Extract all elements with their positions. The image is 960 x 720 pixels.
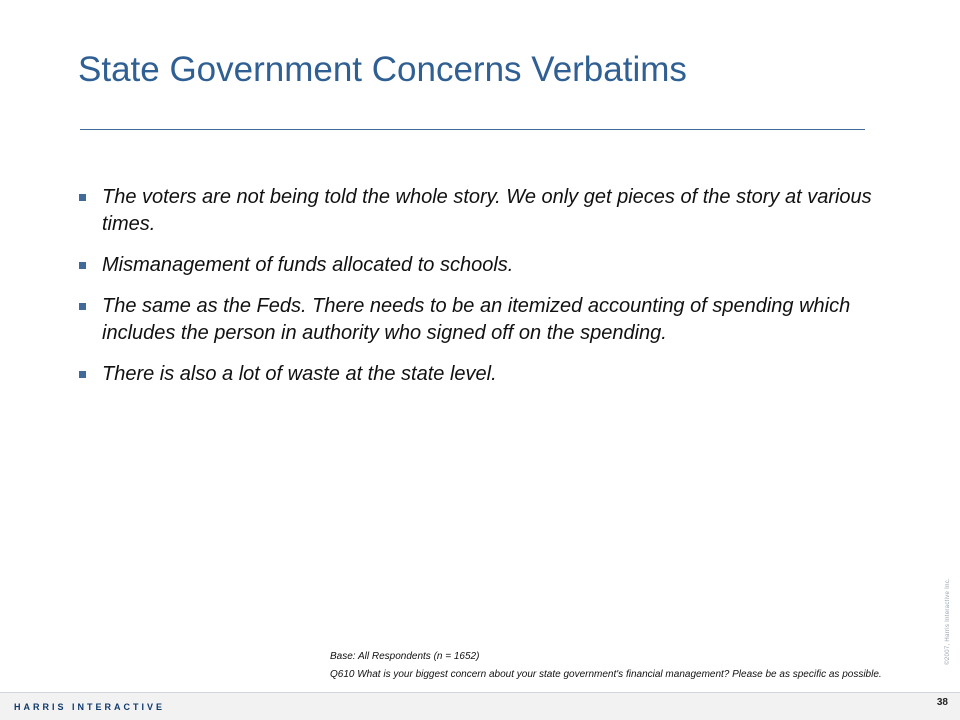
verbatim-text: Mismanagement of funds allocated to schools. — [102, 254, 514, 276]
base-note: Base: All Respondents (n = 1652) — [330, 651, 480, 662]
question-note: Q610 What is your biggest concern about your state government's financial management? Please be as specific as possible. — [330, 669, 882, 680]
page-number: 38 — [936, 697, 948, 708]
verbatim-text: There is also a lot of waste at the state level. — [102, 363, 497, 385]
title-divider — [80, 129, 865, 130]
brand-logo-text: HARRIS INTERACTIVE — [14, 702, 166, 712]
footnotes — [330, 651, 900, 681]
verbatim-text: The voters are not being told the whole story. We only get pieces of the story at various times. — [102, 186, 872, 235]
square-bullet-icon — [79, 194, 86, 201]
copyright-notice: ©2007, Harris Interactive Inc. — [945, 578, 951, 665]
square-bullet-icon — [79, 262, 86, 269]
square-bullet-icon — [79, 303, 86, 310]
verbatim-list — [78, 184, 878, 402]
verbatim-item — [78, 293, 878, 347]
verbatim-text: The same as the Feds. There needs to be an itemized accounting of spending which includes the person in authority who signed off on the spending. — [102, 295, 851, 344]
verbatim-item — [78, 361, 878, 388]
slide-title: State Government Concerns Verbatims — [78, 50, 687, 89]
verbatim-item — [78, 252, 878, 279]
square-bullet-icon — [79, 371, 86, 378]
footer-bar — [0, 692, 960, 720]
verbatim-item — [78, 184, 878, 238]
